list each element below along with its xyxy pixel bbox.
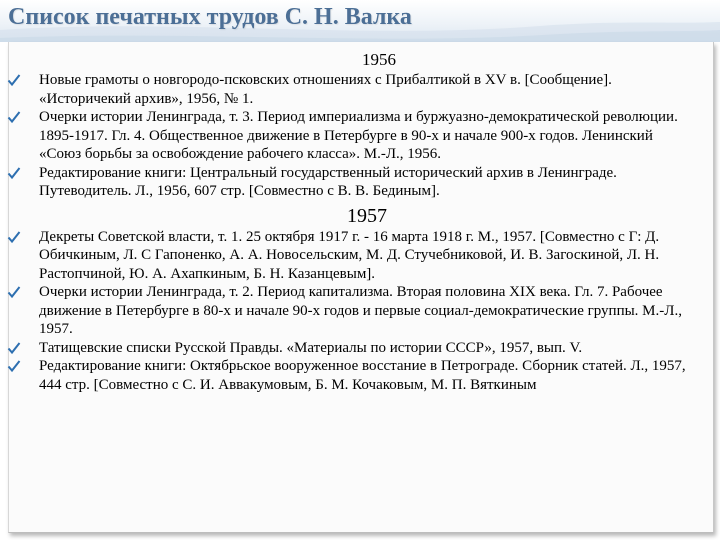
content-panel [8, 42, 714, 533]
check-icon [7, 359, 21, 373]
slide-title: Список печатных трудов С. Н. Валка [8, 4, 412, 30]
check-icon [7, 166, 21, 180]
list-item [9, 164, 713, 201]
check-icon [7, 341, 21, 355]
check-icon [7, 230, 21, 244]
publication-text: Очерки истории Ленинграда, т. 2. Период капитализма. Вторая половина XIX века. Гл. 7. Рабочее движение в Петербурге в 80-х и начале 90-х годов и первые социал-демократические группы. М.-Л., 1957. [39, 284, 682, 337]
check-icon [7, 73, 21, 87]
publication-text: Новые грамоты о новгородо-псковских отношениях с Прибалтикой в XV в. [Сообщение]. «Историчекий архив», 1956, № 1. [39, 72, 612, 107]
publication-text: Редактирование книги: Центральный государственный исторический архив в Ленинграде. Путеводитель. Л., 1956, 607 стр. [Совместно с В. В. Бединым]. [39, 164, 617, 199]
publication-text: Татищевские списки Русской Правды. «Материалы по истории СССР», 1957, вып. V. [39, 339, 583, 356]
list-item [9, 357, 713, 394]
publication-text: Редактирование книги: Октябрьское вооруженное восстание в Петрограде. Сборник статей. Л., 1957, 444 стр. [Совместно с С. И. Аввакумовым, Б. М. Кочаковым, М. П. Вяткиным [39, 358, 686, 393]
slide-header [0, 0, 720, 42]
publication-text: Очерки истории Ленинграда, т. 3. Период империализма и буржуазно-демократической революции. 1895-1917. Гл. 4. Общественное движение в Петербурге в 90-х и начале 900-х годов. Ленинский «Союз борьбы за освобождение рабочего класса». М.-Л., 1956. [39, 109, 678, 162]
publication-text: Декреты Советской власти, т. 1. 25 октября 1917 г. - 16 марта 1918 г. М., 1957. [Совместно с Г: Д. Обичкиным, Л. С Гапоненко, А. А. Новосельским, М. Д. Стучебниковой, И. В. Загоскиной, Л. Н. Растопчиной, Ю. А. Ахапкиным, Б. Н. Казанцевым]. [39, 228, 660, 282]
list-item [9, 339, 713, 358]
publication-list-1957 [9, 228, 713, 395]
check-icon [7, 110, 21, 124]
list-item [9, 283, 713, 339]
check-icon [7, 285, 21, 299]
list-item [9, 108, 713, 164]
list-item [9, 228, 713, 284]
publication-list-1956 [9, 71, 713, 201]
year-heading-1956: 1956 [362, 50, 396, 69]
year-heading-1957: 1957 [347, 204, 387, 227]
list-item [9, 71, 713, 108]
